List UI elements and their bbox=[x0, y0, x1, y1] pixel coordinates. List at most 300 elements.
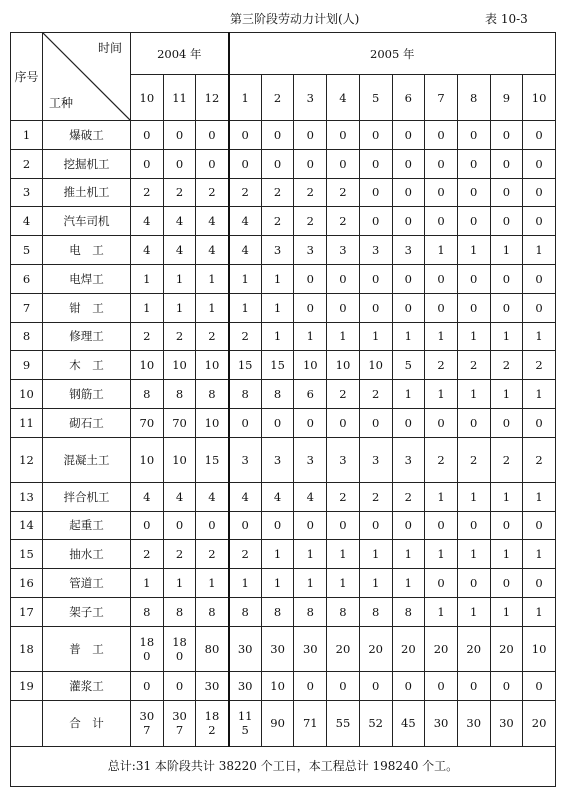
value-cell: 10 bbox=[523, 626, 556, 671]
row-number: 2 bbox=[11, 149, 43, 178]
value-cell: 3 bbox=[294, 236, 327, 265]
table-row bbox=[11, 322, 556, 351]
value-cell: 4 bbox=[261, 482, 294, 511]
value-cell: 20 bbox=[327, 626, 360, 671]
value-cell: 0 bbox=[229, 408, 262, 437]
value-cell: 0 bbox=[131, 149, 164, 178]
value-cell: 0 bbox=[359, 121, 392, 150]
value-cell: 1 bbox=[359, 540, 392, 569]
value-cell: 0 bbox=[327, 293, 360, 322]
month-header: 7 bbox=[425, 75, 458, 121]
total-cell: 30 bbox=[425, 700, 458, 746]
value-cell: 1 bbox=[131, 264, 164, 293]
value-cell: 70 bbox=[131, 408, 164, 437]
value-cell: 180 bbox=[163, 626, 196, 671]
value-cell: 0 bbox=[490, 511, 523, 540]
value-cell: 1 bbox=[163, 569, 196, 598]
value-cell: 0 bbox=[229, 511, 262, 540]
trade-name: 钳 工 bbox=[43, 293, 131, 322]
table-row bbox=[11, 264, 556, 293]
value-cell: 2 bbox=[229, 540, 262, 569]
value-cell: 30 bbox=[229, 671, 262, 700]
value-cell: 1 bbox=[490, 322, 523, 351]
value-cell: 1 bbox=[294, 322, 327, 351]
trade-name: 木 工 bbox=[43, 351, 131, 380]
value-cell: 0 bbox=[294, 671, 327, 700]
table-row bbox=[11, 482, 556, 511]
value-cell: 0 bbox=[392, 264, 425, 293]
value-cell: 0 bbox=[457, 207, 490, 236]
value-cell: 2 bbox=[294, 178, 327, 207]
value-cell: 2 bbox=[261, 207, 294, 236]
value-cell: 1 bbox=[163, 293, 196, 322]
value-cell: 1 bbox=[196, 264, 229, 293]
value-cell: 0 bbox=[359, 293, 392, 322]
row-number: 17 bbox=[11, 597, 43, 626]
value-cell: 1 bbox=[294, 569, 327, 598]
value-cell: 2 bbox=[196, 322, 229, 351]
value-cell: 1 bbox=[229, 569, 262, 598]
month-header: 2 bbox=[261, 75, 294, 121]
value-cell: 10 bbox=[131, 351, 164, 380]
value-cell: 1 bbox=[163, 264, 196, 293]
table-row bbox=[11, 293, 556, 322]
table-row bbox=[11, 149, 556, 178]
value-cell: 10 bbox=[359, 351, 392, 380]
value-cell: 2 bbox=[229, 322, 262, 351]
total-cell: 30 bbox=[457, 700, 490, 746]
value-cell: 2 bbox=[523, 351, 556, 380]
value-cell: 3 bbox=[294, 437, 327, 482]
value-cell: 8 bbox=[261, 597, 294, 626]
value-cell: 1 bbox=[523, 482, 556, 511]
value-cell: 8 bbox=[196, 380, 229, 409]
value-cell: 2 bbox=[425, 351, 458, 380]
month-header: 12 bbox=[196, 75, 229, 121]
value-cell: 1 bbox=[327, 569, 360, 598]
value-cell: 3 bbox=[229, 437, 262, 482]
value-cell: 4 bbox=[131, 236, 164, 265]
value-cell: 0 bbox=[490, 178, 523, 207]
value-cell: 0 bbox=[457, 671, 490, 700]
value-cell: 0 bbox=[490, 264, 523, 293]
total-row bbox=[11, 700, 556, 746]
table-row bbox=[11, 569, 556, 598]
value-cell: 0 bbox=[294, 121, 327, 150]
value-cell: 2 bbox=[523, 437, 556, 482]
trade-label: 工种 bbox=[49, 96, 74, 110]
value-cell: 8 bbox=[196, 597, 229, 626]
value-cell: 10 bbox=[327, 351, 360, 380]
summary-row bbox=[11, 746, 556, 786]
value-cell: 0 bbox=[261, 511, 294, 540]
value-cell: 1 bbox=[425, 482, 458, 511]
value-cell: 6 bbox=[294, 380, 327, 409]
value-cell: 0 bbox=[457, 121, 490, 150]
row-number: 12 bbox=[11, 437, 43, 482]
value-cell: 0 bbox=[359, 178, 392, 207]
value-cell: 0 bbox=[131, 121, 164, 150]
value-cell: 1 bbox=[523, 597, 556, 626]
trade-name: 架子工 bbox=[43, 597, 131, 626]
value-cell: 3 bbox=[261, 236, 294, 265]
total-cell: 55 bbox=[327, 700, 360, 746]
value-cell: 8 bbox=[294, 597, 327, 626]
month-header: 10 bbox=[523, 75, 556, 121]
value-cell: 1 bbox=[425, 597, 458, 626]
value-cell: 1 bbox=[490, 236, 523, 265]
value-cell: 1 bbox=[229, 264, 262, 293]
value-cell: 0 bbox=[392, 511, 425, 540]
row-number: 6 bbox=[11, 264, 43, 293]
value-cell: 10 bbox=[163, 437, 196, 482]
value-cell: 0 bbox=[425, 207, 458, 236]
value-cell: 180 bbox=[131, 626, 164, 671]
month-header: 3 bbox=[294, 75, 327, 121]
value-cell: 0 bbox=[359, 264, 392, 293]
value-cell: 0 bbox=[294, 149, 327, 178]
value-cell: 1 bbox=[523, 540, 556, 569]
value-cell: 0 bbox=[359, 408, 392, 437]
value-cell: 1 bbox=[392, 569, 425, 598]
value-cell: 1 bbox=[425, 540, 458, 569]
total-cell: 30 bbox=[490, 700, 523, 746]
value-cell: 0 bbox=[425, 511, 458, 540]
value-cell: 2 bbox=[327, 207, 360, 236]
table-row bbox=[11, 207, 556, 236]
value-cell: 0 bbox=[392, 178, 425, 207]
total-cell: 115 bbox=[229, 700, 262, 746]
value-cell: 2 bbox=[392, 482, 425, 511]
value-cell: 0 bbox=[229, 121, 262, 150]
value-cell: 1 bbox=[261, 540, 294, 569]
value-cell: 10 bbox=[196, 408, 229, 437]
value-cell: 3 bbox=[392, 437, 425, 482]
row-number: 11 bbox=[11, 408, 43, 437]
value-cell: 8 bbox=[163, 380, 196, 409]
value-cell: 10 bbox=[294, 351, 327, 380]
value-cell: 2 bbox=[229, 178, 262, 207]
value-cell: 2 bbox=[294, 207, 327, 236]
value-cell: 1 bbox=[229, 293, 262, 322]
value-cell: 0 bbox=[425, 149, 458, 178]
month-header: 5 bbox=[359, 75, 392, 121]
value-cell: 2 bbox=[163, 178, 196, 207]
table-row bbox=[11, 626, 556, 671]
value-cell: 0 bbox=[327, 149, 360, 178]
row-number: 15 bbox=[11, 540, 43, 569]
trade-name: 汽车司机 bbox=[43, 207, 131, 236]
value-cell: 8 bbox=[261, 380, 294, 409]
trade-name: 普 工 bbox=[43, 626, 131, 671]
value-cell: 2 bbox=[327, 380, 360, 409]
value-cell: 2 bbox=[490, 437, 523, 482]
value-cell: 0 bbox=[131, 511, 164, 540]
trade-name: 混凝土工 bbox=[43, 437, 131, 482]
value-cell: 2 bbox=[359, 380, 392, 409]
trade-name: 推土机工 bbox=[43, 178, 131, 207]
value-cell: 3 bbox=[359, 236, 392, 265]
row-number: 10 bbox=[11, 380, 43, 409]
summary-text: 总计:31 本阶段共计 38220 个工日，本工程总计 198240 个工。 bbox=[11, 746, 556, 786]
value-cell: 10 bbox=[131, 437, 164, 482]
value-cell: 1 bbox=[425, 380, 458, 409]
value-cell: 0 bbox=[425, 121, 458, 150]
value-cell: 30 bbox=[229, 626, 262, 671]
table-row bbox=[11, 437, 556, 482]
value-cell: 20 bbox=[490, 626, 523, 671]
value-cell: 2 bbox=[261, 178, 294, 207]
row-number: 18 bbox=[11, 626, 43, 671]
value-cell: 4 bbox=[229, 236, 262, 265]
value-cell: 0 bbox=[163, 511, 196, 540]
value-cell: 10 bbox=[196, 351, 229, 380]
trade-name: 管道工 bbox=[43, 569, 131, 598]
value-cell: 4 bbox=[163, 207, 196, 236]
value-cell: 1 bbox=[392, 322, 425, 351]
month-header: 6 bbox=[392, 75, 425, 121]
value-cell: 4 bbox=[229, 482, 262, 511]
total-cell: 307 bbox=[131, 700, 164, 746]
value-cell: 0 bbox=[163, 149, 196, 178]
value-cell: 1 bbox=[261, 293, 294, 322]
value-cell: 15 bbox=[261, 351, 294, 380]
value-cell: 8 bbox=[327, 597, 360, 626]
value-cell: 4 bbox=[294, 482, 327, 511]
table-row bbox=[11, 380, 556, 409]
value-cell: 0 bbox=[425, 408, 458, 437]
row-number: 1 bbox=[11, 121, 43, 150]
row-number: 19 bbox=[11, 671, 43, 700]
total-cell: 90 bbox=[261, 700, 294, 746]
value-cell: 0 bbox=[457, 569, 490, 598]
value-cell: 0 bbox=[261, 149, 294, 178]
value-cell: 0 bbox=[425, 178, 458, 207]
value-cell: 0 bbox=[327, 671, 360, 700]
value-cell: 0 bbox=[523, 671, 556, 700]
value-cell: 80 bbox=[196, 626, 229, 671]
value-cell: 8 bbox=[163, 597, 196, 626]
value-cell: 2 bbox=[163, 540, 196, 569]
value-cell: 2 bbox=[490, 351, 523, 380]
value-cell: 1 bbox=[359, 322, 392, 351]
trade-name: 电焊工 bbox=[43, 264, 131, 293]
value-cell: 4 bbox=[196, 482, 229, 511]
value-cell: 1 bbox=[425, 236, 458, 265]
value-cell: 1 bbox=[457, 236, 490, 265]
row-number: 3 bbox=[11, 178, 43, 207]
seq-header: 序号 bbox=[11, 33, 43, 121]
value-cell: 0 bbox=[425, 671, 458, 700]
total-cell: 20 bbox=[523, 700, 556, 746]
table-row bbox=[11, 236, 556, 265]
value-cell: 0 bbox=[457, 408, 490, 437]
value-cell: 1 bbox=[523, 236, 556, 265]
value-cell: 30 bbox=[294, 626, 327, 671]
value-cell: 0 bbox=[457, 511, 490, 540]
diagonal-header bbox=[43, 33, 131, 121]
value-cell: 0 bbox=[425, 569, 458, 598]
value-cell: 1 bbox=[131, 293, 164, 322]
value-cell: 0 bbox=[523, 511, 556, 540]
value-cell: 70 bbox=[163, 408, 196, 437]
trade-name: 拌合机工 bbox=[43, 482, 131, 511]
table-caption bbox=[230, 10, 528, 27]
value-cell: 0 bbox=[490, 293, 523, 322]
value-cell: 0 bbox=[359, 149, 392, 178]
value-cell: 0 bbox=[425, 293, 458, 322]
value-cell: 0 bbox=[294, 511, 327, 540]
table-title: 第三阶段劳动力计划(人) bbox=[230, 12, 360, 26]
row-number: 16 bbox=[11, 569, 43, 598]
value-cell: 0 bbox=[457, 149, 490, 178]
value-cell: 3 bbox=[261, 437, 294, 482]
value-cell: 0 bbox=[523, 569, 556, 598]
total-cell: 307 bbox=[163, 700, 196, 746]
time-label: 时间 bbox=[97, 41, 122, 55]
value-cell: 0 bbox=[523, 121, 556, 150]
value-cell: 8 bbox=[131, 380, 164, 409]
value-cell: 0 bbox=[523, 408, 556, 437]
value-cell: 1 bbox=[327, 322, 360, 351]
value-cell: 8 bbox=[392, 597, 425, 626]
value-cell: 4 bbox=[131, 207, 164, 236]
value-cell: 0 bbox=[196, 149, 229, 178]
value-cell: 3 bbox=[327, 437, 360, 482]
value-cell: 1 bbox=[196, 569, 229, 598]
value-cell: 1 bbox=[131, 569, 164, 598]
row-number: 13 bbox=[11, 482, 43, 511]
value-cell: 1 bbox=[457, 380, 490, 409]
value-cell: 0 bbox=[457, 293, 490, 322]
table-row bbox=[11, 540, 556, 569]
trade-name: 钢筋工 bbox=[43, 380, 131, 409]
value-cell: 1 bbox=[457, 482, 490, 511]
value-cell: 0 bbox=[327, 408, 360, 437]
value-cell: 0 bbox=[392, 408, 425, 437]
value-cell: 4 bbox=[163, 236, 196, 265]
value-cell: 1 bbox=[457, 597, 490, 626]
value-cell: 30 bbox=[196, 671, 229, 700]
table-row bbox=[11, 121, 556, 150]
value-cell: 0 bbox=[261, 121, 294, 150]
value-cell: 0 bbox=[490, 149, 523, 178]
total-label: 合 计 bbox=[43, 700, 131, 746]
value-cell: 2 bbox=[359, 482, 392, 511]
value-cell: 0 bbox=[523, 207, 556, 236]
value-cell: 2 bbox=[457, 351, 490, 380]
trade-name: 抽水工 bbox=[43, 540, 131, 569]
value-cell: 1 bbox=[261, 322, 294, 351]
value-cell: 1 bbox=[490, 540, 523, 569]
value-cell: 0 bbox=[359, 671, 392, 700]
value-cell: 0 bbox=[359, 511, 392, 540]
value-cell: 10 bbox=[163, 351, 196, 380]
value-cell: 0 bbox=[327, 264, 360, 293]
value-cell: 0 bbox=[392, 149, 425, 178]
value-cell: 3 bbox=[392, 236, 425, 265]
value-cell: 2 bbox=[131, 322, 164, 351]
value-cell: 1 bbox=[457, 540, 490, 569]
value-cell: 20 bbox=[425, 626, 458, 671]
value-cell: 2 bbox=[327, 178, 360, 207]
row-number: 9 bbox=[11, 351, 43, 380]
trade-name: 砌石工 bbox=[43, 408, 131, 437]
value-cell: 8 bbox=[229, 597, 262, 626]
value-cell: 5 bbox=[392, 351, 425, 380]
value-cell: 1 bbox=[457, 322, 490, 351]
value-cell: 15 bbox=[196, 437, 229, 482]
value-cell: 1 bbox=[425, 322, 458, 351]
value-cell: 4 bbox=[163, 482, 196, 511]
month-header: 11 bbox=[163, 75, 196, 121]
table-row bbox=[11, 351, 556, 380]
value-cell: 0 bbox=[327, 121, 360, 150]
labor-plan-table bbox=[10, 32, 556, 787]
trade-name: 灌浆工 bbox=[43, 671, 131, 700]
value-cell: 0 bbox=[523, 293, 556, 322]
value-cell: 20 bbox=[392, 626, 425, 671]
value-cell: 0 bbox=[490, 207, 523, 236]
value-cell: 0 bbox=[490, 671, 523, 700]
year-2005-header: 2005 年 bbox=[229, 33, 556, 75]
total-cell: 182 bbox=[196, 700, 229, 746]
row-number bbox=[11, 700, 43, 746]
value-cell: 0 bbox=[294, 264, 327, 293]
value-cell: 15 bbox=[229, 351, 262, 380]
table-row bbox=[11, 408, 556, 437]
value-cell: 4 bbox=[196, 236, 229, 265]
row-number: 7 bbox=[11, 293, 43, 322]
trade-name: 起重工 bbox=[43, 511, 131, 540]
value-cell: 0 bbox=[196, 121, 229, 150]
value-cell: 2 bbox=[163, 322, 196, 351]
value-cell: 0 bbox=[457, 264, 490, 293]
month-header: 1 bbox=[229, 75, 262, 121]
value-cell: 3 bbox=[327, 236, 360, 265]
value-cell: 1 bbox=[196, 293, 229, 322]
value-cell: 2 bbox=[131, 540, 164, 569]
value-cell: 2 bbox=[425, 437, 458, 482]
header-row-years bbox=[11, 33, 556, 75]
month-header: 10 bbox=[131, 75, 164, 121]
value-cell: 1 bbox=[261, 569, 294, 598]
value-cell: 0 bbox=[523, 264, 556, 293]
value-cell: 0 bbox=[261, 408, 294, 437]
value-cell: 0 bbox=[392, 121, 425, 150]
row-number: 14 bbox=[11, 511, 43, 540]
value-cell: 0 bbox=[425, 264, 458, 293]
value-cell: 1 bbox=[261, 264, 294, 293]
value-cell: 0 bbox=[196, 511, 229, 540]
table-number: 表 10-3 bbox=[485, 12, 528, 26]
table-row bbox=[11, 178, 556, 207]
value-cell: 1 bbox=[392, 380, 425, 409]
year-2004-header: 2004 年 bbox=[131, 33, 229, 75]
value-cell: 1 bbox=[327, 540, 360, 569]
value-cell: 2 bbox=[457, 437, 490, 482]
month-header: 8 bbox=[457, 75, 490, 121]
value-cell: 4 bbox=[196, 207, 229, 236]
table-row bbox=[11, 511, 556, 540]
value-cell: 0 bbox=[131, 671, 164, 700]
value-cell: 2 bbox=[131, 178, 164, 207]
value-cell: 0 bbox=[392, 671, 425, 700]
value-cell: 1 bbox=[490, 482, 523, 511]
value-cell: 8 bbox=[359, 597, 392, 626]
total-cell: 45 bbox=[392, 700, 425, 746]
value-cell: 2 bbox=[327, 482, 360, 511]
